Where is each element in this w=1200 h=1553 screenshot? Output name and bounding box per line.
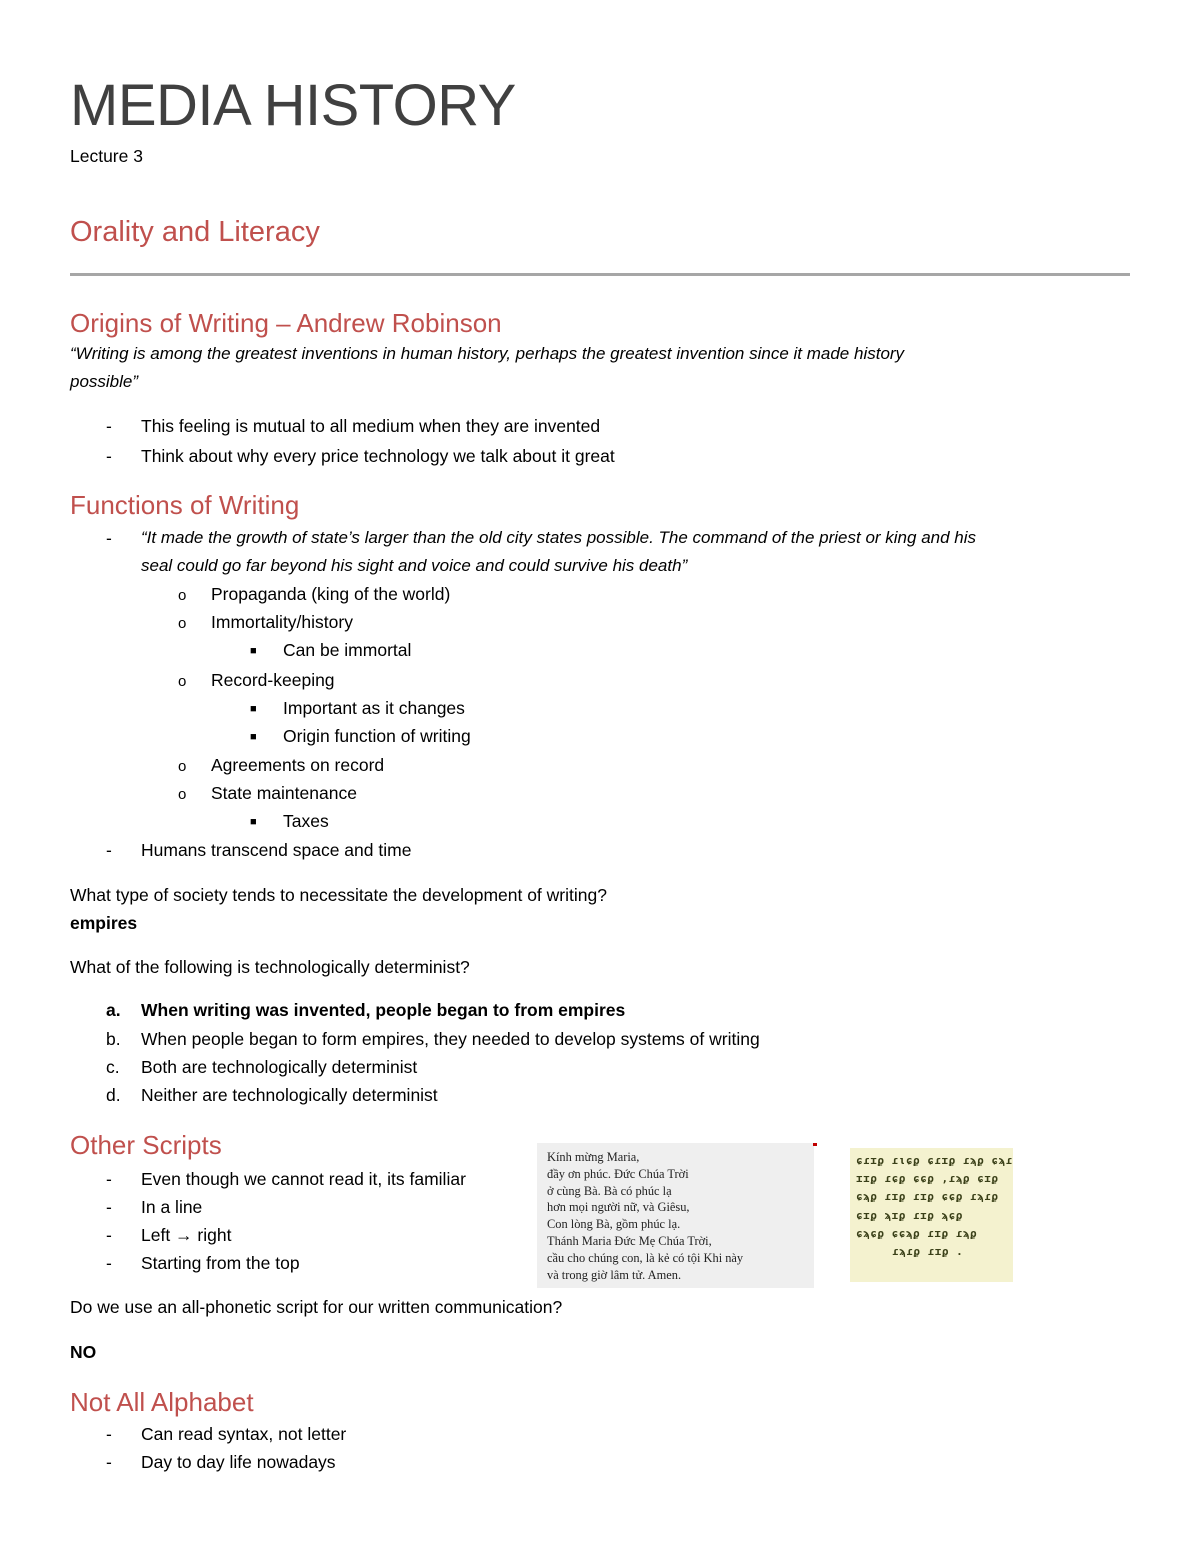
- script-line: ɕɾɪϼ ɾιɕϼ ɕɾɪϼ ɾϡϼ ɕϡɾ: [856, 1154, 1013, 1167]
- viet-line: Con lòng Bà, gồm phúc lạ.: [547, 1217, 681, 1232]
- dash-bullet: -: [106, 1424, 112, 1444]
- option-letter-c: c.: [106, 1057, 120, 1077]
- answer-phonetic: NO: [70, 1342, 97, 1362]
- origins-quote-line2: possible”: [70, 372, 139, 391]
- scripts-bullet-2: In a line: [141, 1197, 203, 1217]
- functions-quote-line2: seal could go far beyond his sight and voice and could survive his death”: [141, 556, 688, 575]
- viet-line: cầu cho chúng con, là kẻ có tội Khi này: [547, 1250, 744, 1265]
- option-c: Both are technologically determinist: [141, 1057, 418, 1077]
- dash-bullet: -: [106, 1452, 112, 1472]
- square-bullet: ■: [250, 703, 257, 715]
- origins-quote-line1: “Writing is among the greatest inventions in human history, perhaps the greatest invention since it made history: [70, 344, 905, 363]
- origins-bullet-1: This feeling is mutual to all medium when they are invented: [141, 416, 601, 436]
- circle-bullet: o: [178, 615, 187, 632]
- viet-line: ở cùng Bà. Bà có phúc lạ: [547, 1183, 672, 1198]
- function-item-immortality: Immortality/history: [211, 612, 353, 632]
- origins-heading: Origins of Writing – Andrew Robinson: [70, 308, 502, 338]
- red-mark: [813, 1143, 817, 1146]
- answer-society: empires: [70, 913, 138, 933]
- function-item-propaganda: Propaganda (king of the world): [211, 584, 451, 604]
- function-item-record-keeping: Record-keeping: [211, 670, 335, 690]
- viet-line: hơn mọi người nữ, và Giêsu,: [547, 1200, 690, 1215]
- script-line: ɕϡɕϼ ɕɕϡϼ ɾɪϼ ɾϡϼ: [856, 1226, 978, 1240]
- section-heading: Orality and Literacy: [70, 216, 320, 248]
- circle-bullet: o: [178, 786, 187, 803]
- circle-bullet: o: [178, 673, 187, 690]
- question-determinist: What of the following is technologically determinist?: [70, 957, 470, 977]
- alphabet-bullet-2: Day to day life nowadays: [141, 1452, 336, 1472]
- question-society: What type of society tends to necessitate the development of writing?: [70, 885, 607, 905]
- scripts-bullet-3: Left → right: [141, 1225, 232, 1245]
- origins-bullet-2: Think about why every price technology we talk about it great: [141, 446, 615, 466]
- heading-divider: [70, 273, 1130, 276]
- script-line: ɕɪϼ ϡɪϼ ɾɪϼ ϡɕϼ: [856, 1208, 963, 1222]
- option-letter-b: b.: [106, 1029, 121, 1049]
- function-item-agreements: Agreements on record: [211, 755, 385, 775]
- script-line: ɾϡɾϼ ɾɪϼ .: [892, 1245, 964, 1259]
- lecture-subtitle: Lecture 3: [70, 146, 143, 166]
- dash-bullet: -: [106, 1253, 112, 1273]
- vietnamese-script-image: [537, 1143, 814, 1288]
- alphabet-bullet-1: Can read syntax, not letter: [141, 1424, 347, 1444]
- document-title: MEDIA HISTORY: [70, 73, 516, 138]
- dash-bullet: -: [106, 416, 112, 436]
- viet-line: Thánh Maria Đức Mẹ Chúa Trời,: [547, 1233, 712, 1248]
- script-line: ɕϡϼ ɾɪϼ ɾɪϼ ɕɕϼ ɾϡɾϼ: [856, 1190, 999, 1204]
- viet-line: và trong giờ lâm tử. Amen.: [547, 1267, 682, 1282]
- scripts-bullet-4: Starting from the top: [141, 1253, 300, 1273]
- circle-bullet: o: [178, 587, 187, 604]
- dash-bullet: -: [106, 1225, 112, 1245]
- functions-heading: Functions of Writing: [70, 490, 300, 520]
- dash-bullet: -: [106, 528, 112, 548]
- dash-bullet: -: [106, 840, 112, 860]
- square-bullet: ■: [250, 731, 257, 743]
- function-subitem-origin: Origin function of writing: [283, 726, 471, 746]
- not-all-alphabet-heading: Not All Alphabet: [70, 1387, 254, 1417]
- dash-bullet: -: [106, 1197, 112, 1217]
- viet-line: Kính mừng Maria,: [547, 1150, 640, 1164]
- function-item-state: State maintenance: [211, 783, 357, 803]
- functions-quote-line1: “It made the growth of state’s larger than the old city states possible. The command of the priest or king and his: [141, 528, 977, 547]
- square-bullet: ■: [250, 645, 257, 657]
- function-subitem-important: Important as it changes: [283, 698, 465, 718]
- option-letter-a: a.: [106, 1000, 121, 1020]
- scripts-bullet-1: Even though we cannot read it, its familiar: [141, 1169, 466, 1189]
- dash-bullet: -: [106, 446, 112, 466]
- ancient-script-image: [850, 1148, 1013, 1282]
- circle-bullet: o: [178, 758, 187, 775]
- script-line: ɪɪϼ ɾɕϼ ɕɕϼ ,ɾϡϼ ɕɪϼ: [856, 1172, 999, 1186]
- option-b: When people began to form empires, they needed to develop systems of writing: [141, 1029, 760, 1049]
- square-bullet: ■: [250, 816, 257, 828]
- function-subitem-immortal: Can be immortal: [283, 640, 412, 660]
- functions-last-bullet: Humans transcend space and time: [141, 840, 412, 860]
- question-phonetic: Do we use an all-phonetic script for our written communication?: [70, 1297, 563, 1317]
- dash-bullet: -: [106, 1169, 112, 1189]
- option-letter-d: d.: [106, 1085, 121, 1105]
- viet-line: đầy ơn phúc. Đức Chúa Trời: [547, 1166, 689, 1181]
- other-scripts-heading: Other Scripts: [70, 1130, 222, 1160]
- option-d: Neither are technologically determinist: [141, 1085, 438, 1105]
- option-a: When writing was invented, people began to from empires: [141, 1000, 626, 1020]
- function-subitem-taxes: Taxes: [283, 811, 329, 831]
